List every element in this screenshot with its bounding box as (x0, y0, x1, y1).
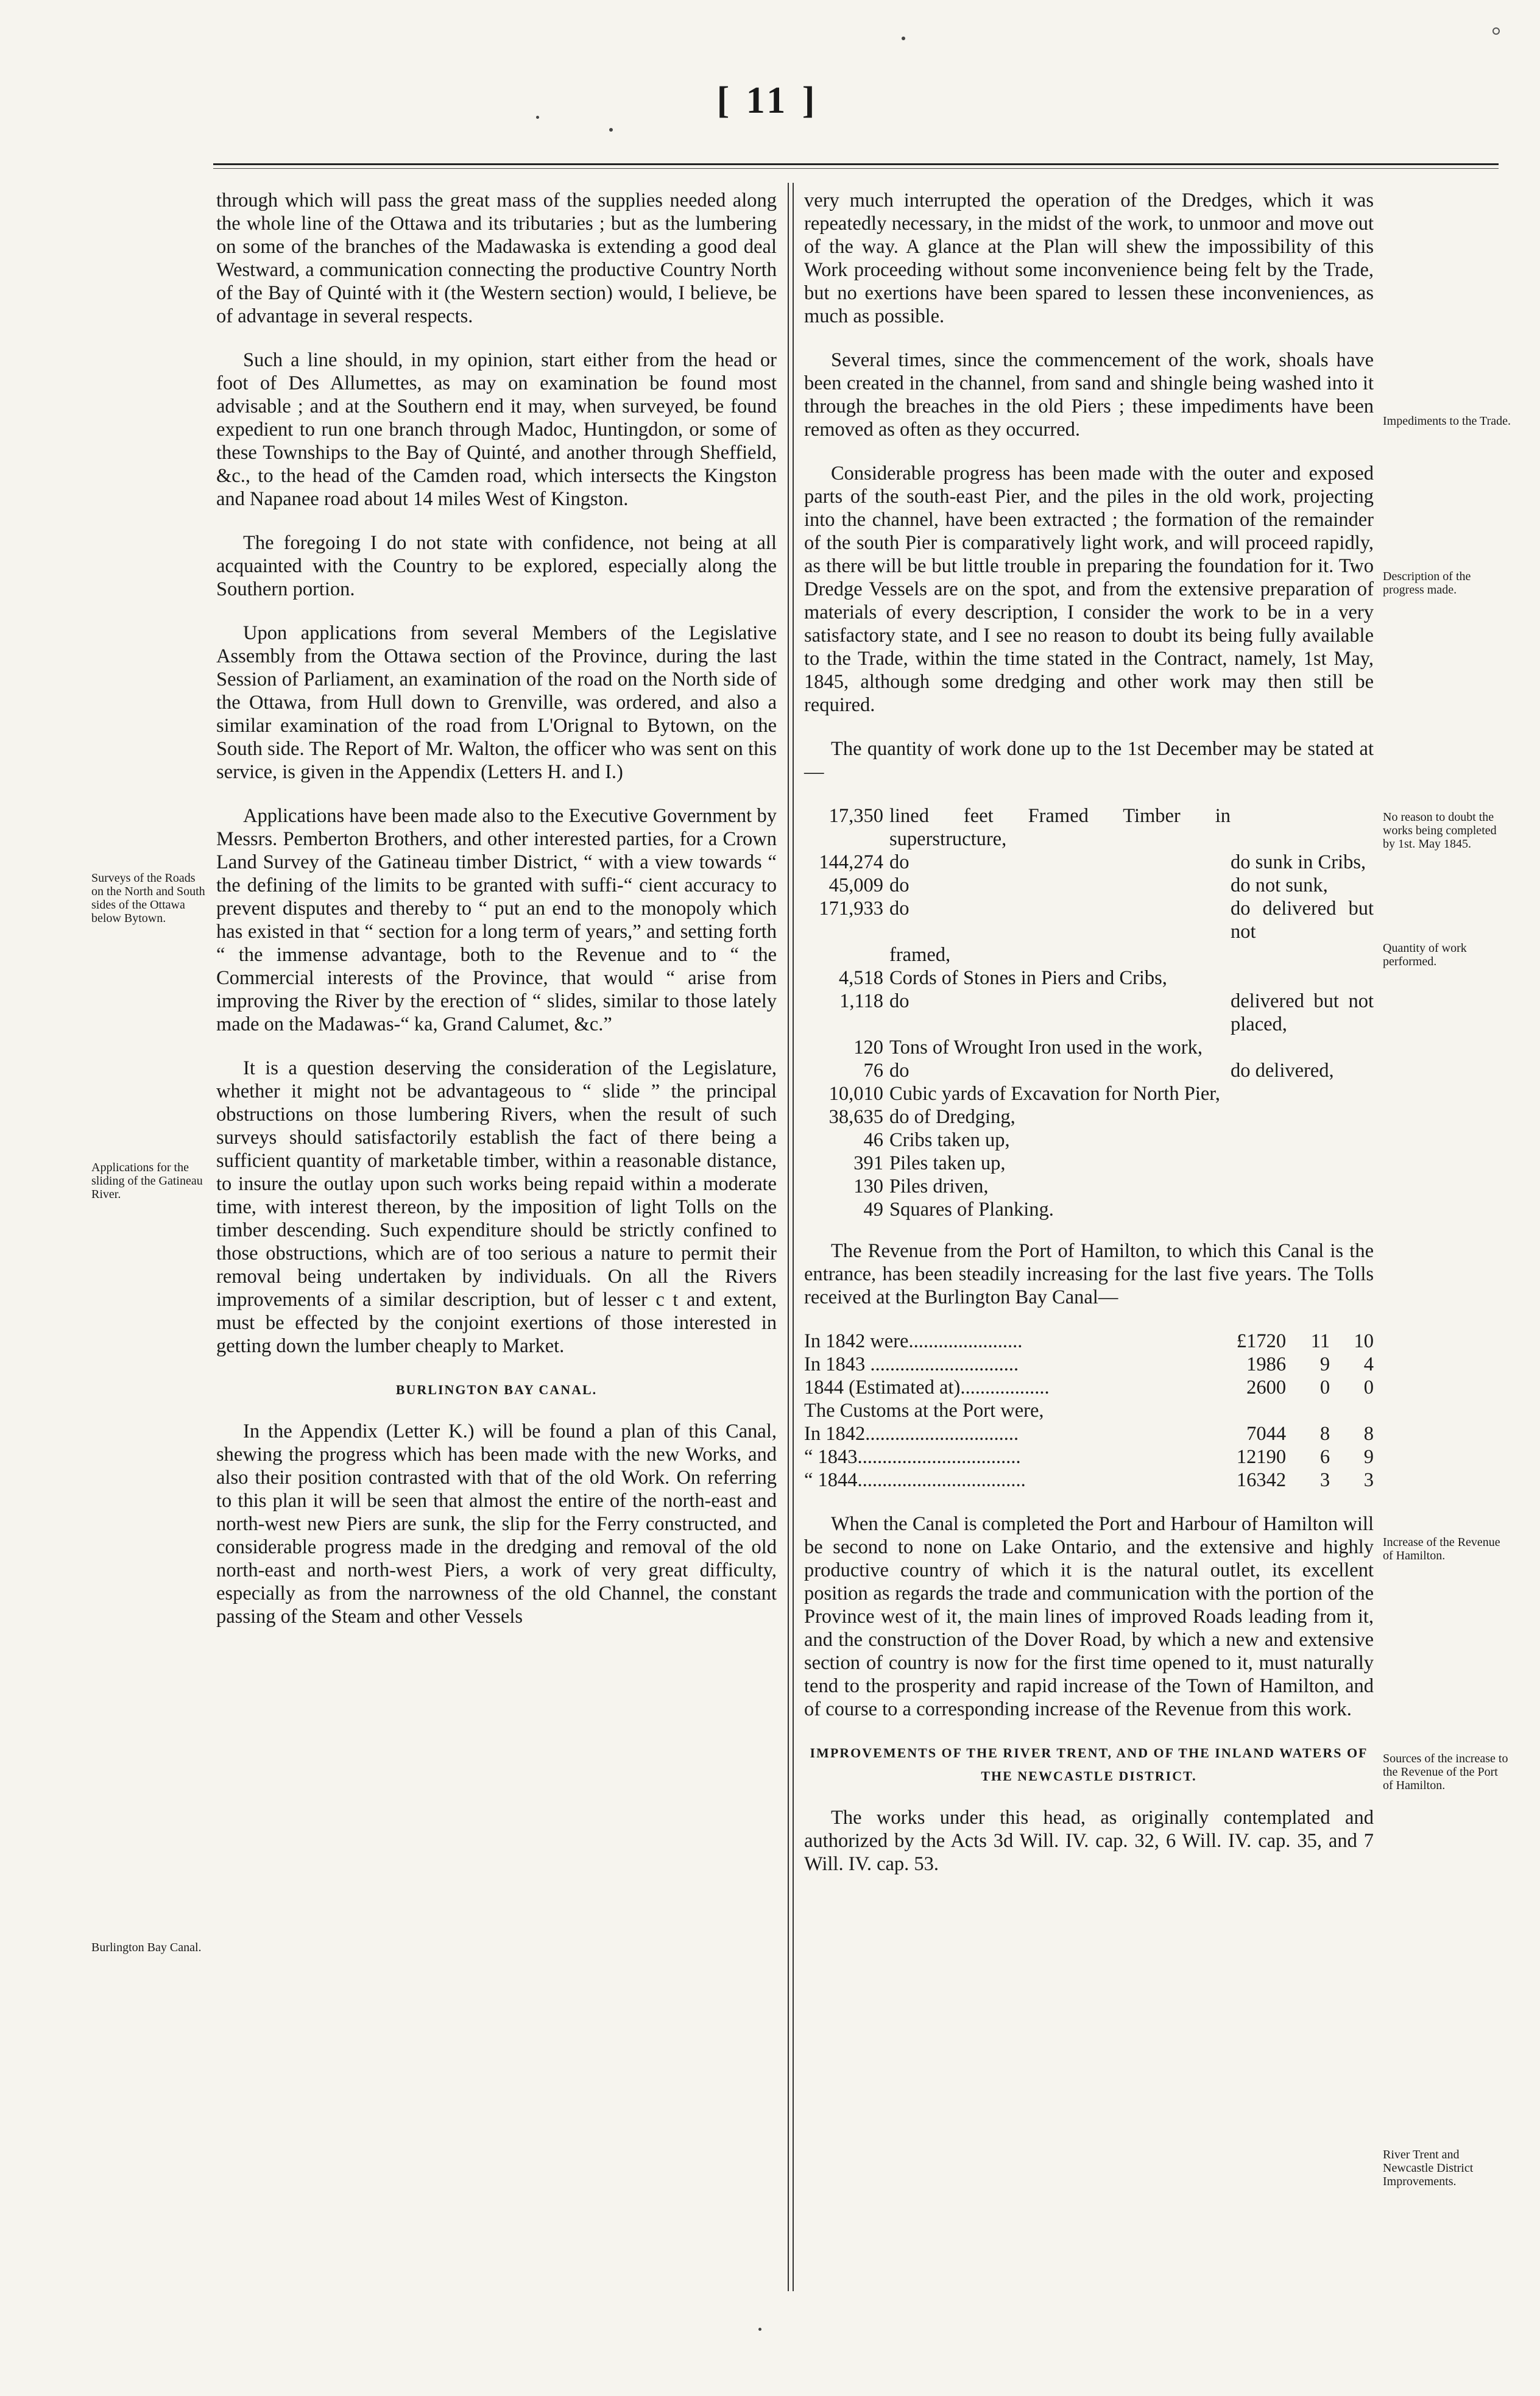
left-column (216, 189, 777, 1649)
right-column (804, 189, 1374, 1896)
table-row: 4,518 Cords of Stones in Piers and Cribs, (838, 967, 1167, 989)
margin-note-increase: Increase of the Revenue of Hamilton. (1383, 1536, 1500, 1562)
margin-note-description: Description of the progress made. (1383, 570, 1471, 597)
table-row: 46 Cribs taken up, (863, 1129, 1010, 1151)
table-row: 120 Tons of Wrought Iron used in the work, (853, 1037, 1203, 1058)
table-row: The Customs at the Port were, (804, 1400, 1044, 1422)
header-rule-thin (213, 168, 1499, 169)
revenue-table (804, 1330, 1374, 1492)
table-row: In 1843 .............................. 1986 9 4 (804, 1353, 1374, 1375)
table-row: “ 1844.................................. 16342 3 3 (804, 1469, 1374, 1491)
scan-speck (758, 2328, 761, 2331)
table-row: 17,350 lined feet Framed Timber in superstructure, (828, 805, 1231, 850)
paragraph: In the Appendix (Letter K.) will be found a plan of this Canal, shewing the progress which has been made with the new Works, and also their position contrasted with that of the old Work. On referring to this plan it will be seen that almost the entire of the north-east and north-west new Piers are sunk, the slip for the Ferry constructed, and considerable progress made in the dredging and removal of the old north-east and north-west Piers, a work of very great difficulty, especially as from the narrowness of the old Channel, the constant passing of the Steam and other Vessels (216, 1420, 777, 1628)
margin-note-quantity: Quantity of work performed. (1383, 941, 1467, 968)
table-row: 76 do do delivered, (863, 1060, 1334, 1082)
header-rule (213, 163, 1499, 165)
table-row: framed, (889, 944, 951, 966)
section-heading: BURLINGTON BAY CANAL. (395, 1382, 598, 1397)
table-row: 144,274 do do sunk in Cribs, (819, 851, 1366, 873)
paragraph: Such a line should, in my opinion, start either from the head or foot of Des Allumettes, as may on examination be found most advisable ; and at the Southern end it may, when surveyed, be found expedient to run one branch through Madoc, Huntingdon, or some of these Townships to the Bay of Quinté, and another through Sheffield, &c., to the head of the Camden road, which intersects the Kingston and Napanee road about 14 miles West of Kingston. (216, 349, 777, 510)
table-row: 45,009 do do not sunk, (828, 874, 1328, 896)
paragraph: When the Canal is completed the Port and Harbour of Hamilton will be second to none on Lake Ontario, and the extensive and highly productive country of which it is the natural outlet, its excellent position as regards the trade and communication with the portion of the Province west of it, the main lines of improved Roads leading from it, and the construction of the Dover Road, by which a new and extensive section of country is now for the first time opened to it, must naturally tend to the prosperity and rapid increase of the Town of Hamilton, and of course to a corresponding increase of the Revenue from this work. (804, 1513, 1374, 1720)
table-row: 38,635 do of Dredging, (828, 1106, 1015, 1128)
table-row: 1,118 do delivered but not placed, (839, 990, 1374, 1035)
margin-note-no-reason: No reason to doubt the works being completed by 1st. May 1845. (1383, 810, 1497, 851)
table-row: 10,010 Cubic yards of Excavation for North Pier, (828, 1083, 1220, 1105)
column-divider-double (793, 183, 794, 2291)
quantity-table (804, 804, 1374, 1221)
scan-speck (1492, 27, 1500, 35)
scan-speck (609, 128, 613, 132)
column-divider (788, 183, 789, 2291)
paragraph: The quantity of work done up to the 1st December may be stated at— (804, 738, 1374, 783)
paragraph: The works under this head, as originally contemplated and authorized by the Acts 3d Will. IV. cap. 32, 6 Will. IV. cap. 35, and 7 Will. IV. cap. 53. (804, 1807, 1374, 1875)
paragraph: Considerable progress has been made with the outer and exposed parts of the south-east Pier, and the piles in the old work, projecting into the channel, have been extracted ; the formation of the remainder of the south Pier is comparatively light work, and will proceed rapidly, as there will be but little trouble in preparing the foundation for it. Two Dredge Vessels are on the spot, and from the extensive preparation of materials of every description, I consider the work to be in a very satisfactory state, and I see no reason to doubt its being fully available to the Trade, within the time stated in the Contract, namely, 1st May, 1845, although some dredging and other work may then still be required. (804, 463, 1374, 716)
table-row: 171,933 do do delivered but not (819, 898, 1374, 943)
paragraph: Several times, since the commencement of the work, shoals have been created in the channel, from sand and shingle being washed into it through the breaches in the old Piers ; these impediments have been removed as often as they occurred. (804, 349, 1374, 441)
table-row: “ 1843................................. 12190 6 9 (804, 1446, 1374, 1468)
scan-speck (536, 116, 539, 119)
margin-note-burlington: Burlington Bay Canal. (91, 1941, 202, 1954)
scan-speck (902, 37, 905, 40)
table-row: 49 Squares of Planking. (863, 1199, 1054, 1221)
paragraph: through which will pass the great mass of the supplies needed along the whole line of the Ottawa and its tributaries ; but as the lumbering on some of the branches of the Madawaska is extending a good deal Westward, a communication connecting the productive Country North of the Bay of Quinté with it (the Western section) would, I believe, be of advantage in several respects. (216, 190, 777, 327)
paragraph: Upon applications from several Members of the Legislative Assembly from the Ottawa section of the Province, during the last Session of Parliament, an examination of the road on the North side of the Ottawa, from Hull down to Grenville, was ordered, and also a similar examination of the road from L'Orignal to Bytown, on the South side. The Report of Mr. Walton, the officer who was sent on this service, is given in the Appendix (Letters H. and I.) (216, 622, 777, 783)
table-row: 130 Piles driven, (853, 1175, 989, 1197)
margin-note-trent: River Trent and Newcastle District Improvements. (1383, 2148, 1474, 2188)
table-row: 391 Piles taken up, (853, 1152, 1006, 1174)
section-heading: IMPROVEMENTS OF THE RIVER TRENT, AND OF THE INLAND WATERS OF THE NEWCASTLE DISTRICT. (810, 1745, 1368, 1784)
paragraph: The Revenue from the Port of Hamilton, to which this Canal is the entrance, has been steadily increasing for the last five years. The Tolls received at the Burlington Bay Canal— (804, 1240, 1374, 1308)
margin-note-impediments: Impediments to the Trade. (1383, 414, 1511, 428)
paragraph: The foregoing I do not state with confidence, not being at all acquainted with the Country to be explored, especially along the Southern portion. (216, 532, 777, 600)
page-number: [ 11 ] (716, 80, 819, 121)
margin-note-applications: Applications for the sliding of the Gatineau River. (91, 1161, 203, 1201)
table-row: In 1842............................... 7044 8 8 (804, 1423, 1374, 1445)
paragraph: Applications have been made also to the Executive Government by Messrs. Pemberton Brothers, and other interested parties, for a Crown Land Survey of the Gatineau timber District, “ with a view towards “ the defining of the limits to be granted with suffi-“ cient accuracy to prevent disputes and thereby to “ put an end to the monopoly which has existed in that “ section for a long term of years,” and setting forth “ the immense advantage, both to the Revenue and to “ the Commercial interests of the Province, that would “ arise from improving the River by the erection of “ slides, similar to those lately made on the Madawas-“ ka, Grand Calumet, &c.” (216, 805, 777, 1035)
margin-note-sources: Sources of the increase to the Revenue of the Port of Hamilton. (1383, 1752, 1508, 1792)
paragraph: It is a question deserving the consideration of the Legislature, whether it might not be advantageous to “ slide ” the principal obstructions on those lumbering Rivers, when the result of such surveys should satisfactorily establish the fact of there being a sufficient quantity of marketable timber, within a reasonable distance, to insure the outlay upon such works being repaid within a moderate time, with interest thereon, by the imposition of light Tolls on the timber descending. Such expenditure should be strictly confined to those obstructions, which are of too serious a nature to permit their removal being undertaken by individuals. On all the Rivers improvements of a similar description, but of lesser c t and extent, must be effected by the conjoint exertions of those interested in getting down the lumber cheaply to Market. (216, 1057, 777, 1357)
table-row: 1844 (Estimated at).................. 2600 0 0 (804, 1377, 1374, 1398)
paragraph: very much interrupted the operation of the Dredges, which it was repeatedly necessary, in the midst of the work, to unmoor and move out of the way. A glance at the Plan will shew the impossibility of this Work proceeding without some inconvenience being felt by the Trade, but no exertions have been spared to lessen these inconveniences, as much as possible. (804, 190, 1374, 327)
table-row: In 1842 were....................... £1720 11 10 (804, 1330, 1374, 1352)
margin-note-surveys: Surveys of the Roads on the North and South sides of the Ottawa below Bytown. (91, 871, 205, 925)
